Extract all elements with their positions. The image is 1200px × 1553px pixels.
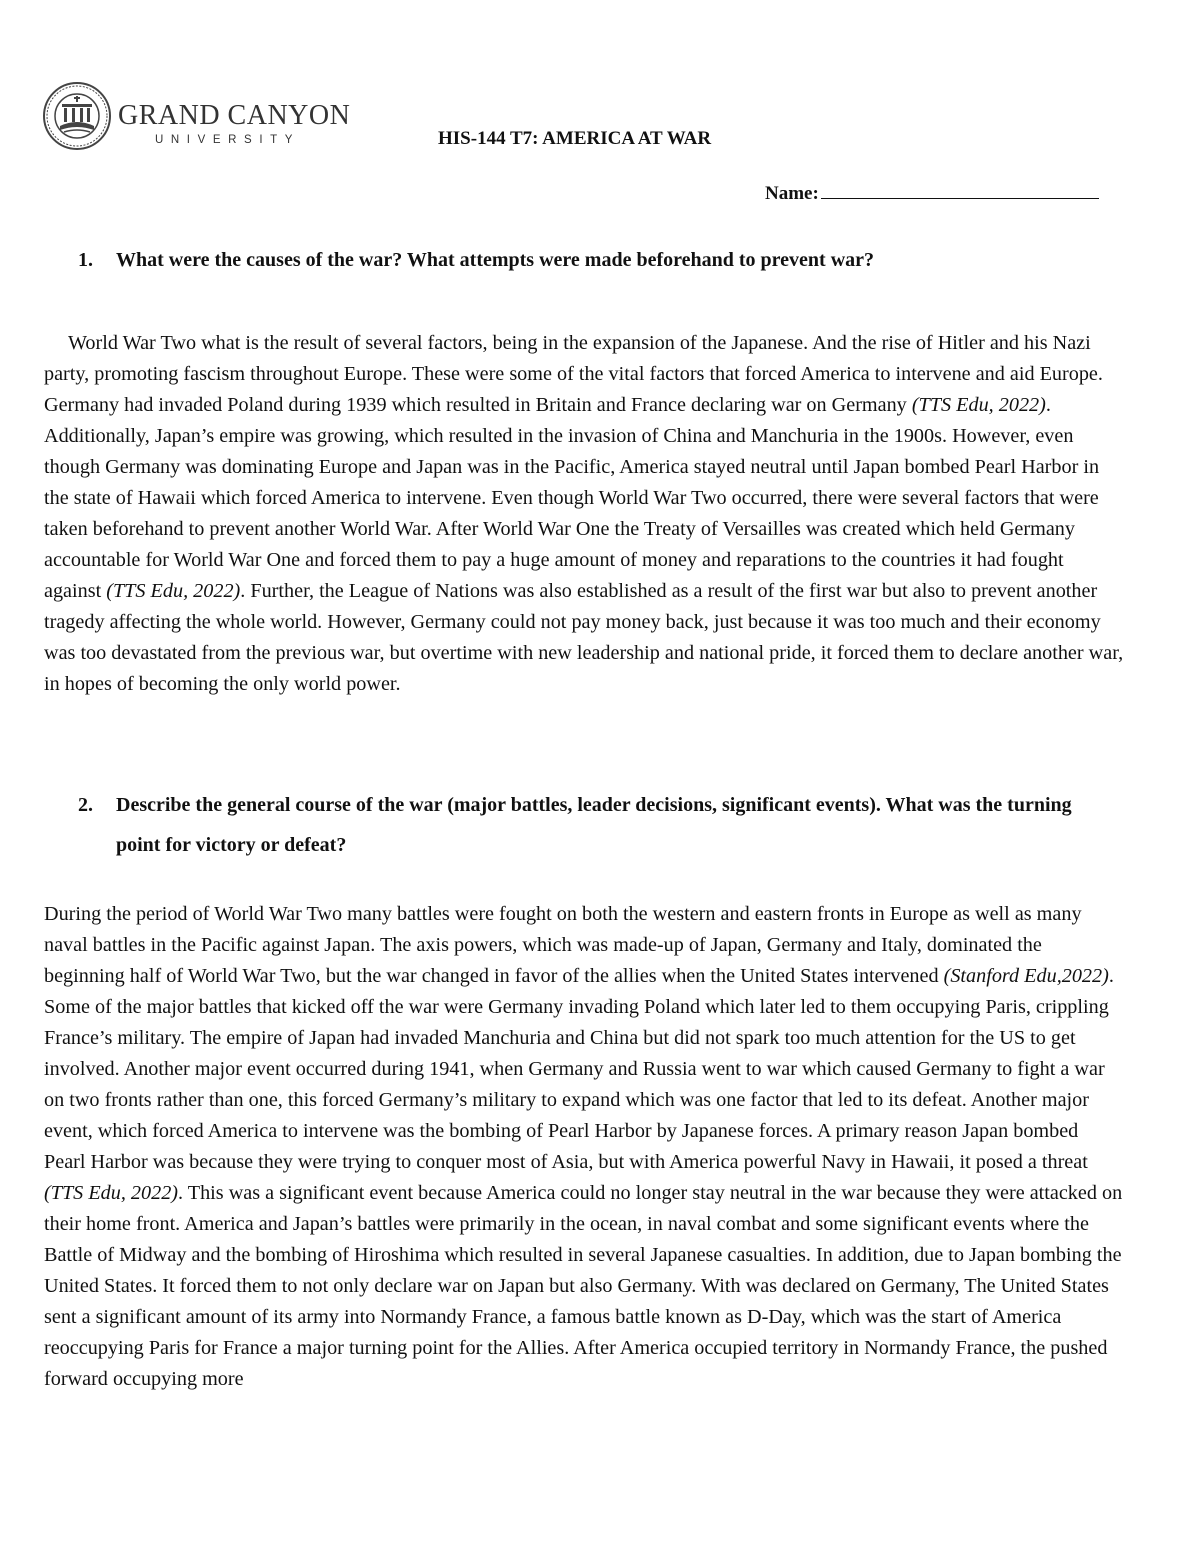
- name-blank-line: [821, 180, 1099, 199]
- citation: (TTS Edu, 2022): [44, 1182, 179, 1204]
- university-seal-icon: [42, 78, 112, 154]
- citation: (Stanford Edu,2022): [943, 965, 1109, 987]
- citation: (TTS Edu, 2022): [911, 394, 1046, 416]
- logo-subtitle: UNIVERSITY: [155, 134, 301, 146]
- course-title: HIS-144 T7: AMERICA AT WAR: [438, 128, 712, 149]
- question-1: [78, 240, 1118, 280]
- answer-text: . This was a significant event because America could no longer stay neutral in the war because they were attacked on their home front. America and Japan’s battles were primarily in the ocean, in naval combat and some significant events where the Battle of Midway and the bombing of Hiroshima which resulted in several Japanese casualties. In addition, due to Japan bombing the United States. It forced them to not only declare war on Japan but also Germany. With was declared on Germany, The United States sent a significant amount of its army into Normandy France, a famous battle known as D-Day, which was the start of America reoccupying Paris for France a major turning point for the Allies. After America occupied territory in Normandy France, the pushed forward occupying more: [44, 1182, 1123, 1390]
- answer-2: [44, 899, 1124, 1395]
- answer-text: During the period of World War Two many battles were fought on both the western and eastern fronts in Europe as well as many naval battles in the Pacific against Japan. The axis powers, which was made-up of Japan, Germany and Italy, dominated the beginning half of World War Two, but the war changed in favor of the allies when the United States intervened: [44, 903, 1082, 987]
- logo-wordmark: GRAND CANYON: [118, 100, 351, 131]
- question-number: 2.: [78, 794, 93, 816]
- question-2: [78, 785, 1118, 865]
- university-logo: [42, 78, 352, 158]
- name-field: [765, 180, 1099, 205]
- name-label: Name:: [765, 183, 819, 204]
- question-text: What were the causes of the war? What attempts were made beforehand to prevent war?: [116, 249, 875, 271]
- citation: (TTS Edu, 2022): [106, 580, 241, 602]
- answer-text: . Additionally, Japan’s empire was growing, which resulted in the invasion of China and Manchuria in the 1900s. However, even though Germany was dominating Europe and Japan was in the Pacific, America stayed neutral until Japan bombed Pearl Harbor in the state of Hawaii which forced America to intervene. Even though World War Two occurred, there were several factors that were taken beforehand to prevent another World War. After World War One the Treaty of Versailles was created which held Germany accountable for World War One and forced them to pay a huge amount of money and reparations to the countries it had fought against: [44, 394, 1100, 602]
- answer-text: World War Two what is the result of several factors, being in the expansion of the Japanese. And the rise of Hitler and his Nazi party, promoting fascism throughout Europe. These were some of the vital factors that forced America to intervene and aid Europe. Germany had invaded Poland during 1939 which resulted in Britain and France declaring war on Germany: [44, 332, 1103, 416]
- answer-text: . Further, the League of Nations was also established as a result of the first war but also to prevent another tragedy affecting the whole world. However, Germany could not pay money back, just because it was too much and their economy was too devastated from the previous war, but overtime with new leadership and national pride, it forced them to declare another war, in hopes of becoming the only world power.: [44, 580, 1124, 695]
- question-text: Describe the general course of the war (major battles, leader decisions, significant events). What was the turning point for victory or defeat?: [116, 794, 1072, 856]
- question-number: 1.: [78, 249, 93, 271]
- answer-1: [44, 328, 1124, 700]
- answer-text: . Some of the major battles that kicked off the war were Germany invading Poland which later led to them occupying Paris, crippling France’s military. The empire of Japan had invaded Manchuria and China but did not spark too much attention for the US to get involved. Another major event occurred during 1941, when Germany and Russia went to war which caused Germany to fight a war on two fronts rather than one, this forced Germany’s military to expand which was one factor that led to its defeat. Another major event, which forced America to intervene was the bombing of Pearl Harbor by Japanese forces. A primary reason Japan bombed Pearl Harbor was because they were trying to conquer most of Asia, but with America powerful Navy in Hawaii, it posed a threat: [44, 965, 1114, 1173]
